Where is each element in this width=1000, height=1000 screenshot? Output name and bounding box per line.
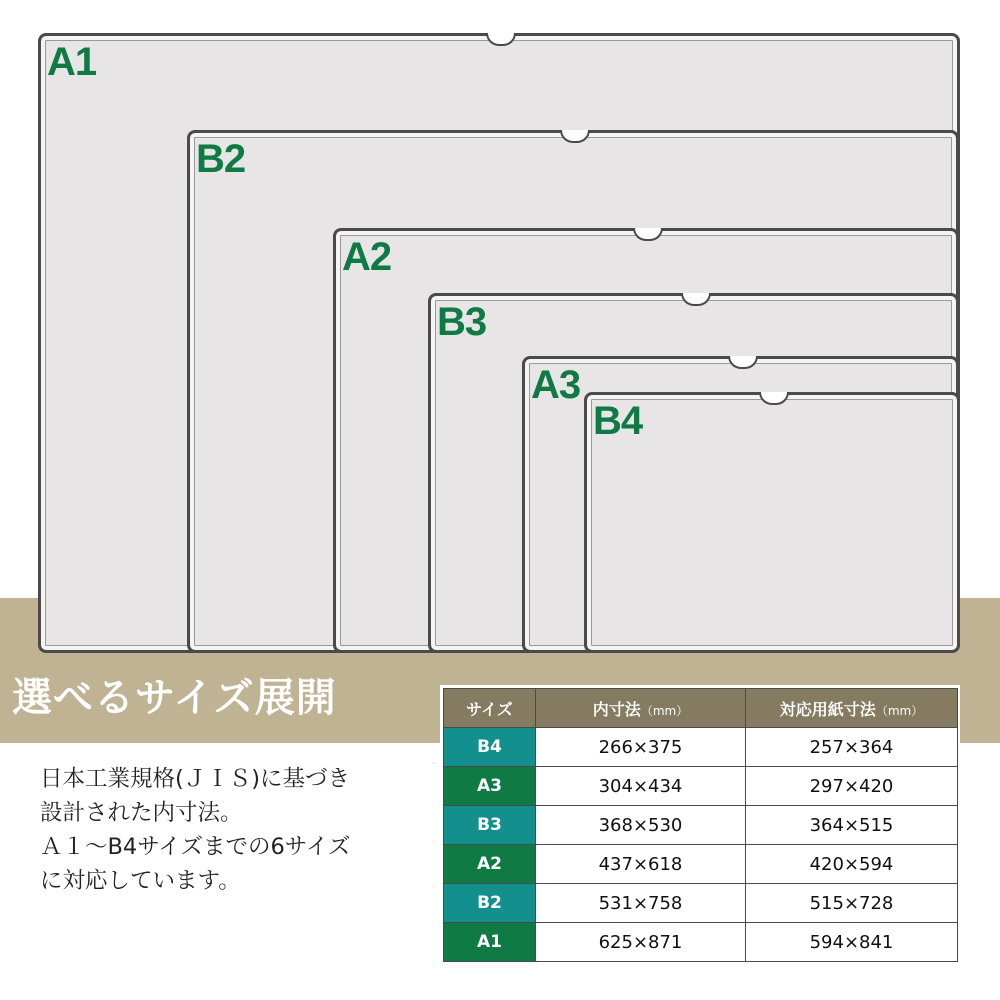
frame-label-a2: A2 (342, 235, 392, 279)
row-inner: 625×871 (536, 923, 746, 962)
section-heading: 選べるサイズ展開 (12, 675, 337, 721)
row-paper: 515×728 (746, 884, 958, 923)
frame-label-b2: B2 (196, 137, 246, 181)
row-inner: 304×434 (536, 767, 746, 806)
row-size: A3 (444, 767, 536, 806)
row-size: B3 (444, 806, 536, 845)
frame-label-b4: B4 (593, 399, 643, 443)
frame-notch (486, 33, 516, 46)
row-inner: 437×618 (536, 845, 746, 884)
row-paper: 364×515 (746, 806, 958, 845)
table-row (444, 845, 958, 884)
header-paper (746, 689, 958, 728)
description (40, 762, 435, 898)
row-size: A2 (444, 845, 536, 884)
size-table-container (440, 685, 960, 975)
frame-notch (759, 392, 789, 405)
frame-label-a1: A1 (47, 40, 97, 84)
row-paper: 297×420 (746, 767, 958, 806)
table-row (444, 728, 958, 767)
table-row (444, 923, 958, 962)
description-line: 設計された内寸法。 (40, 800, 243, 826)
header-size: サイズ (444, 689, 536, 728)
frame-label-a3: A3 (531, 363, 581, 407)
frame-notch (560, 130, 590, 143)
row-size: B2 (444, 884, 536, 923)
row-size: A1 (444, 923, 536, 962)
frame-notch (728, 356, 758, 369)
frame-b4 (584, 392, 960, 653)
table-header-row (444, 689, 958, 728)
description-line: Ａ１～B4サイズまでの6サイズ (40, 834, 351, 860)
header-inner (536, 689, 746, 728)
row-paper: 594×841 (746, 923, 958, 962)
description-line: に対応しています。 (40, 868, 241, 894)
header-paper-label: 対応用紙寸法 (779, 699, 876, 719)
header-paper-unit: （mm） (875, 703, 924, 718)
table-row (444, 767, 958, 806)
frame-notch (633, 228, 663, 241)
header-inner-unit: （mm） (640, 703, 689, 718)
row-inner: 531×758 (536, 884, 746, 923)
table-row (444, 884, 958, 923)
row-inner: 266×375 (536, 728, 746, 767)
header-inner-label: 内寸法 (592, 699, 641, 719)
row-inner: 368×530 (536, 806, 746, 845)
row-paper: 420×594 (746, 845, 958, 884)
frame-label-b3: B3 (437, 300, 487, 344)
size-table (443, 688, 958, 962)
table-row (444, 806, 958, 845)
frame-notch (681, 293, 711, 306)
row-size: B4 (444, 728, 536, 767)
row-paper: 257×364 (746, 728, 958, 767)
description-line: 日本工業規格(ＪＩＳ)に基づき (40, 766, 351, 792)
